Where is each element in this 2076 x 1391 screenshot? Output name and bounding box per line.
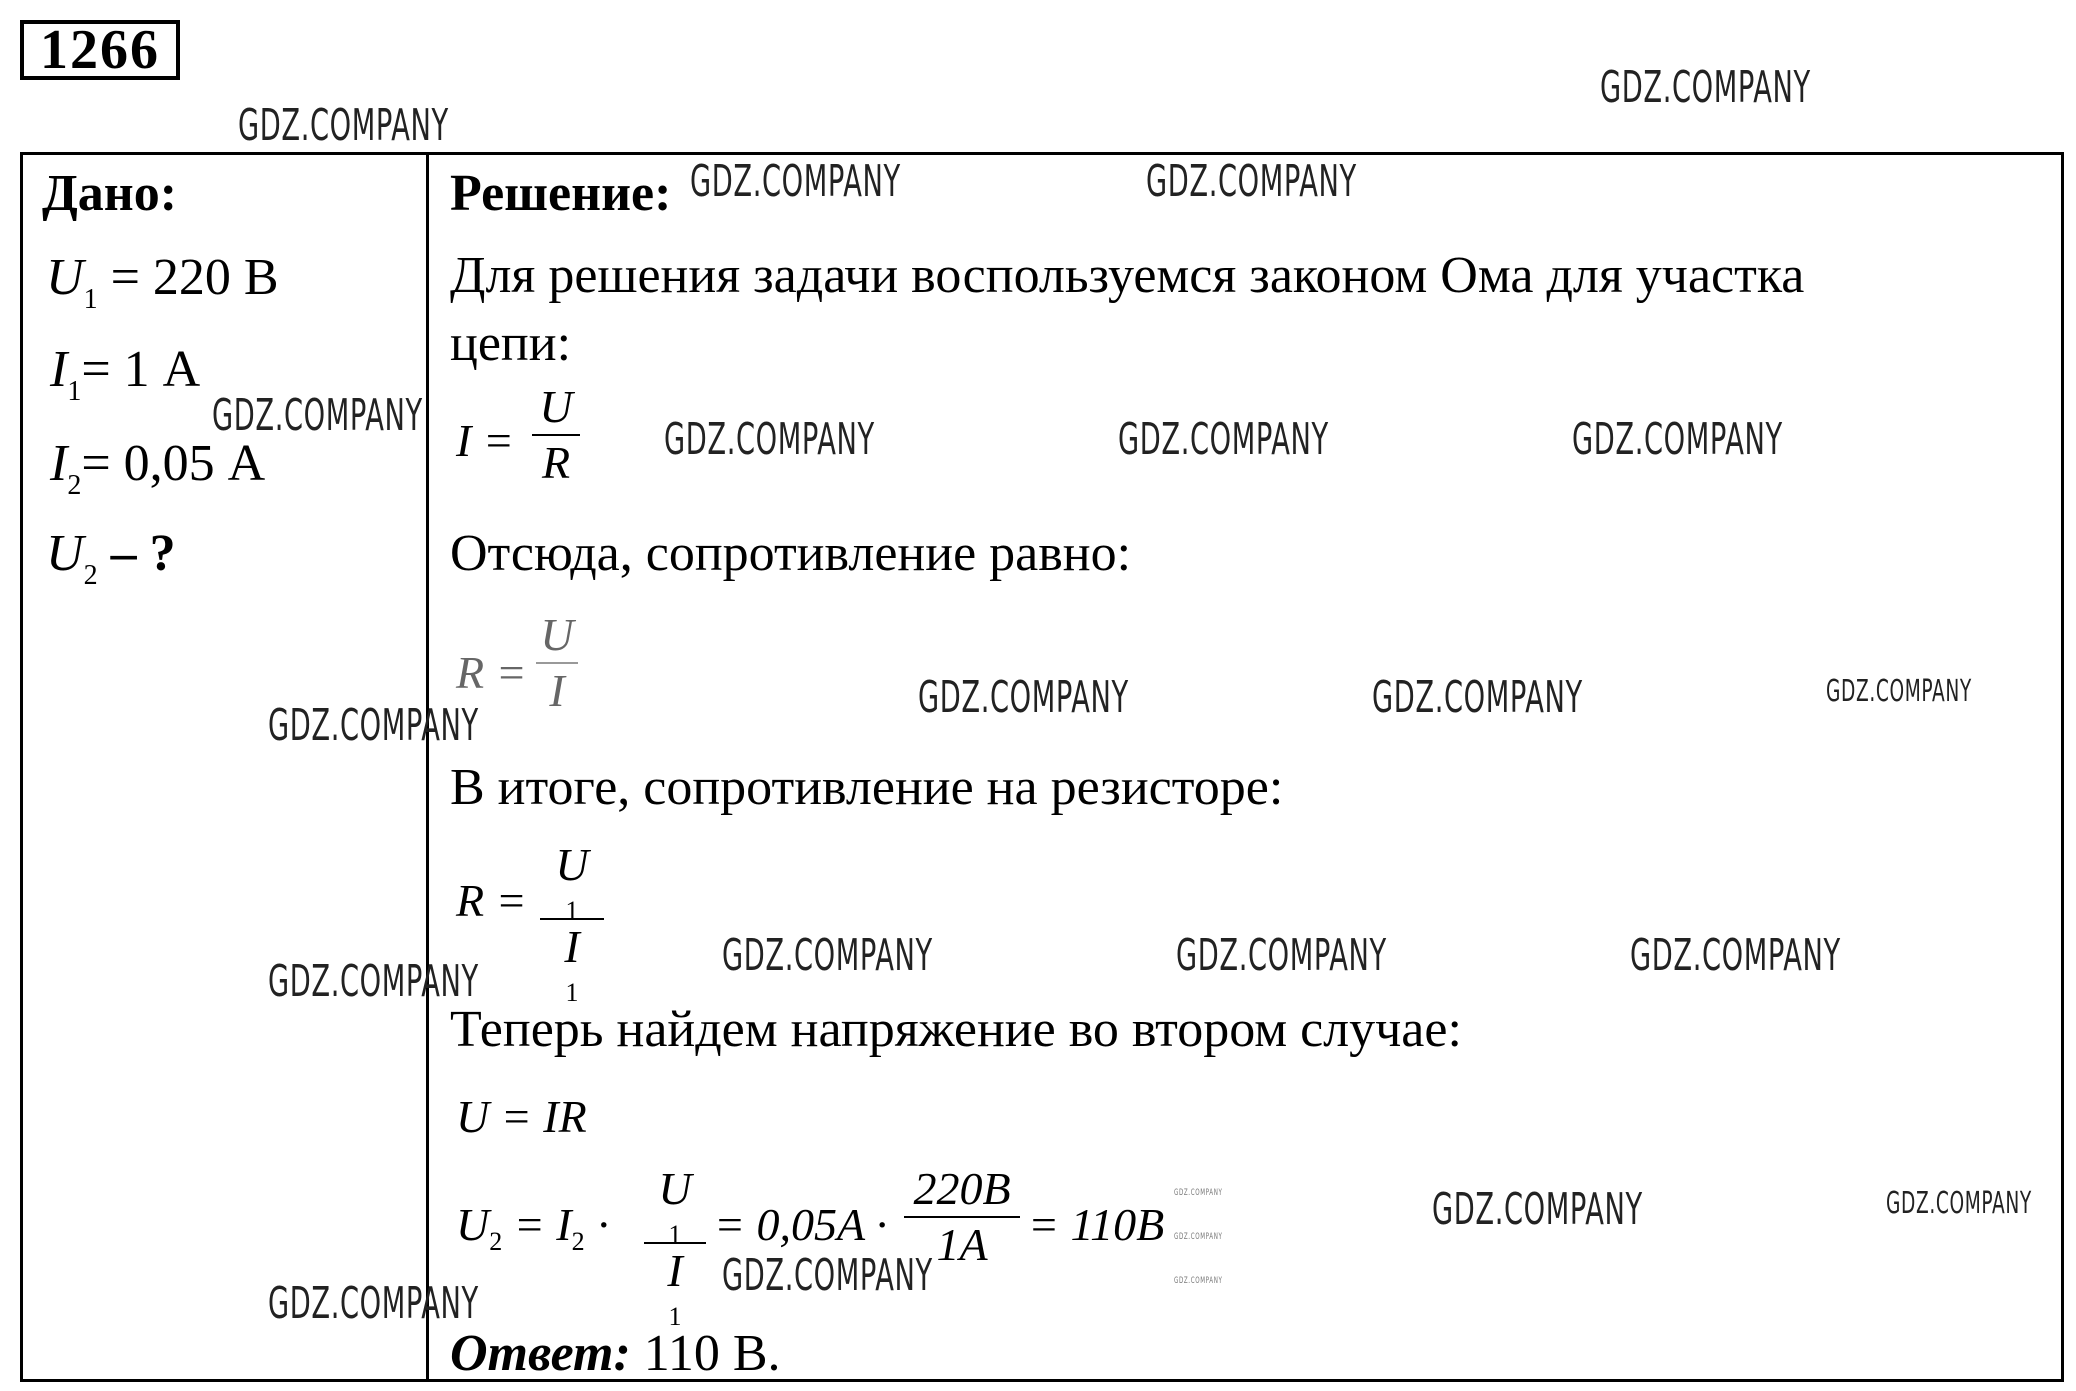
watermark: GDZ.COMPANY [1174,1188,1223,1198]
watermark: GDZ.COMPANY [1886,1186,2032,1221]
watermark: GDZ.COMPANY [268,956,479,1007]
formula5-mid: = 0,05A · [714,1199,888,1250]
given-u1 [46,249,279,315]
watermark: GDZ.COMPANY [1432,1184,1643,1235]
given-i1-value: = 1 А [81,341,201,398]
formula3-denominator [540,921,604,1007]
formula5-lhs-sub: 2 [489,1227,503,1256]
given-u2-sub: 2 [83,560,98,591]
given-i1 [50,341,201,407]
formula3-den-var: I [564,921,580,972]
given-u1-value: = 220 В [97,249,279,306]
problem-number: 1266 [20,20,180,80]
watermark: GDZ.COMPANY [1572,414,1783,465]
watermark: GDZ.COMPANY [918,672,1129,723]
given-u2-value: – ? [97,525,176,582]
formula2-denominator: I [549,665,565,716]
watermark: GDZ.COMPANY [1600,62,1811,113]
formula5-den2: 1A [936,1219,988,1270]
watermark: GDZ.COMPANY [1630,930,1841,981]
formula1-fraction [532,381,580,488]
watermark: GDZ.COMPANY [722,1250,933,1301]
solution-heading: Решение: [450,165,672,222]
answer [450,1325,781,1382]
formula3-fraction [540,839,604,1007]
given-u2-unknown [46,525,176,591]
given-u1-sub: 1 [83,284,98,315]
formula2-fraction [536,609,578,716]
formula5-result: = 110B [1028,1199,1165,1250]
formula3-den-sub: 1 [565,978,579,1007]
formula2-bar [536,662,578,664]
formula5-dot: · [596,1199,612,1250]
given-i2-sub: 2 [67,470,82,501]
solution-text2: Отсюда, сопротивление равно: [450,525,1132,582]
given-u1-var: U [46,249,84,306]
formula5-fraction1 [644,1163,706,1331]
given-i1-sub: 1 [67,376,82,407]
answer-value: 110 В. [630,1325,781,1382]
given-i1-var: I [50,341,68,398]
watermark: GDZ.COMPANY [1176,930,1387,981]
formula5-bar2 [904,1216,1020,1218]
formula3-numerator [540,839,604,925]
watermark: GDZ.COMPANY [238,100,449,151]
watermark: GDZ.COMPANY [1174,1232,1223,1242]
formula1-denominator: R [541,437,571,488]
formula5-lhs-var: U [456,1199,490,1250]
given-i2-var: I [50,435,68,492]
solution-text3: В итоге, сопротивление на резисторе: [450,759,1284,816]
solution-intro-line1: Для решения задачи воспользуемся законом Ома для участка [450,247,1805,304]
given-heading: Дано: [42,165,178,222]
given-i2-value: = 0,05 А [81,435,266,492]
formula5-den1-sub: 1 [668,1302,682,1331]
solution-intro-line2: цепи: [450,315,572,372]
formula1-bar [532,434,580,436]
column-divider [426,152,429,1382]
given-u2-var: U [46,525,84,582]
formula3-num-sub: 1 [565,896,579,925]
watermark: GDZ.COMPANY [1826,674,1972,709]
watermark: GDZ.COMPANY [268,1278,479,1329]
watermark: GDZ.COMPANY [1118,414,1329,465]
formula5-lhs [456,1198,612,1256]
formula5-eq1-sub: 2 [571,1227,585,1256]
formula5-num1-sub: 1 [668,1220,682,1249]
watermark: GDZ.COMPANY [1372,672,1583,723]
watermark: GDZ.COMPANY [690,156,901,207]
watermark: GDZ.COMPANY [268,700,479,751]
formula4: U = IR [456,1091,587,1142]
solution-text4: Теперь найдем напряжение во втором случае: [450,1001,1462,1058]
formula3-lhs: R = [456,875,527,926]
formula2-numerator: U [540,609,574,660]
formula5-num2: 220B [913,1163,1011,1214]
formula2-lhs: R = [456,647,527,698]
formula3-num-var: U [555,839,589,890]
answer-label: Ответ: [450,1325,631,1382]
formula5-den1-var: I [667,1245,683,1296]
watermark: GDZ.COMPANY [722,930,933,981]
formula5-num1-var: U [658,1163,692,1214]
watermark: GDZ.COMPANY [212,390,423,441]
watermark: GDZ.COMPANY [1146,156,1357,207]
watermark: GDZ.COMPANY [1174,1276,1223,1286]
given-i2 [50,435,266,501]
watermark: GDZ.COMPANY [664,414,875,465]
formula1-lhs: I = [456,415,514,466]
formula5-eq1: = I [513,1199,572,1250]
formula1-numerator: U [539,381,573,432]
